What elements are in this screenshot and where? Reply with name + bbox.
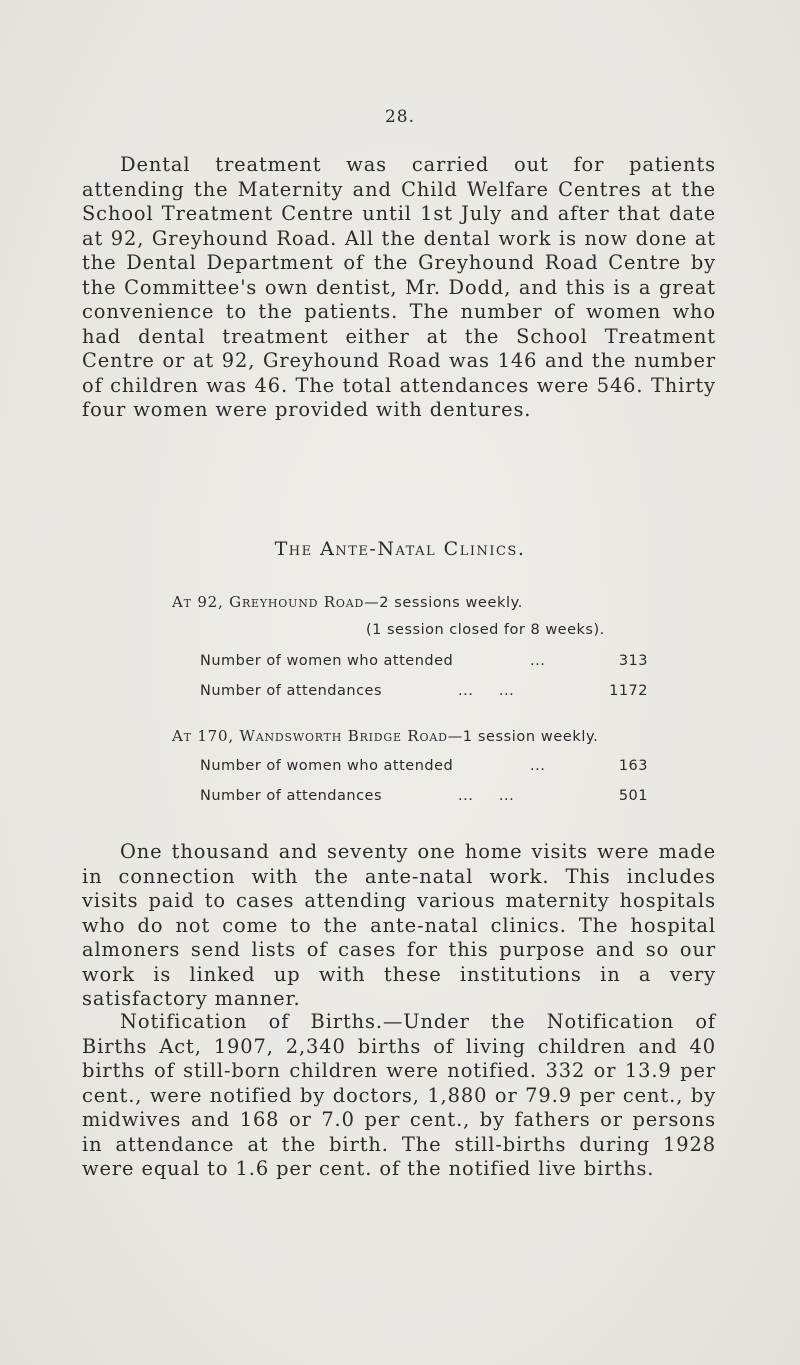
clinic-1-sessions: —2 sessions weekly. — [364, 595, 523, 611]
home-visits-paragraph — [82, 840, 716, 1012]
row-value: 313 — [618, 653, 648, 669]
row-label: Number of women who attended — [200, 653, 454, 669]
home-visits-text: One thousand and seventy one home visits were made in connection with the ante-natal work. This includes visits paid to cases attending various maternity hospitals who do not come to the ante-natal clinics. The hospital almoners send lists of cases for this purpose and so our work is linked up with these institutions in a very satisfactory manner. — [82, 840, 716, 1010]
row-leader-dots: ... — [530, 758, 546, 774]
dental-treatment-text: Dental treatment was carried out for patients attending the Maternity and Child Welfare Centres at the School Treatment Centre until 1st July and after that date at 92, Greyhound Road. All the dental work is now done at the Dental Department of the Greyhound Road Centre by the Committee's own dentist, Mr. Dodd, and this is a great convenience to the patients. The number of women who had dental treatment either at the School Treatment Centre or at 92, Greyhound Road was 146 and the number of children was 46. The total attendances were 546. Thirty four women were provided with dentures. — [82, 153, 716, 421]
clinic-2-heading — [172, 727, 598, 745]
notification-of-births-text: Notification of Births.—Under the Notification of Births Act, 1907, 2,340 births of living children and 40 births of still-born children were notified. 332 or 13.9 per cent., were notified by doctors, 1,880 or 79.9 per cent., by midwives and 168 or 7.0 per cent., by fathers or persons in attendance at the birth. The still-births during 1928 were equal to 1.6 per cent. of the notified live births. — [82, 1010, 716, 1180]
row-label: Number of attendances — [200, 683, 383, 699]
section-heading-ante-natal-clinics: The Ante-Natal Clinics. — [274, 538, 526, 560]
clinic-1-heading — [172, 593, 523, 611]
notification-of-births-paragraph — [82, 1010, 716, 1182]
row-leader-dots: ... — [530, 653, 546, 669]
row-value: 163 — [618, 758, 648, 774]
row-label: Number of attendances — [200, 788, 383, 804]
row-leader-dots: ... ... — [458, 683, 515, 699]
row-leader-dots: ... ... — [458, 788, 515, 804]
clinic-1-note: (1 session closed for 8 weeks). — [366, 622, 605, 638]
row-value: 501 — [618, 788, 648, 804]
clinic-2-sessions: —1 session weekly. — [447, 729, 599, 745]
row-label: Number of women who attended — [200, 758, 454, 774]
page-number: 28. — [384, 107, 416, 127]
clinic-2-location: At 170, Wandsworth Bridge Road — [172, 727, 448, 745]
dental-treatment-paragraph — [82, 153, 716, 423]
row-value: 1172 — [609, 683, 648, 699]
clinic-1-location: At 92, Greyhound Road — [172, 593, 365, 611]
